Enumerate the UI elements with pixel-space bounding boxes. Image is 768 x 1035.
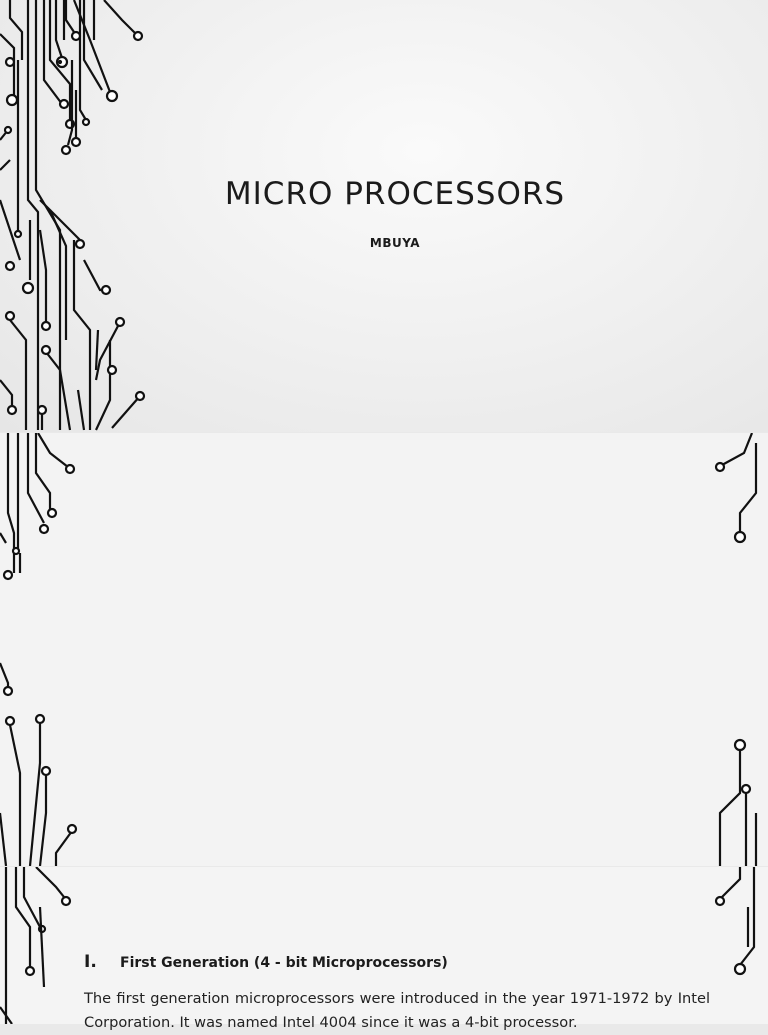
generation-heading [84,952,448,972]
title-slide [0,0,768,432]
presentation-title: MICRO PROCESSORS [224,176,566,212]
circuit-decoration [0,0,768,432]
author-name: MBUYA [369,236,421,250]
generation-text: The first generation microprocessors were introduced in the year 1971-1972 by Intel Corporation. It was named Intel 4004 since it was a 4-bit processor. [84,990,710,1031]
circuit-decoration [0,433,768,866]
generation-label: First Generation (4 - bit Microprocessors) [120,955,448,971]
definition-slide [0,433,768,866]
generation-number: I. [84,952,97,972]
